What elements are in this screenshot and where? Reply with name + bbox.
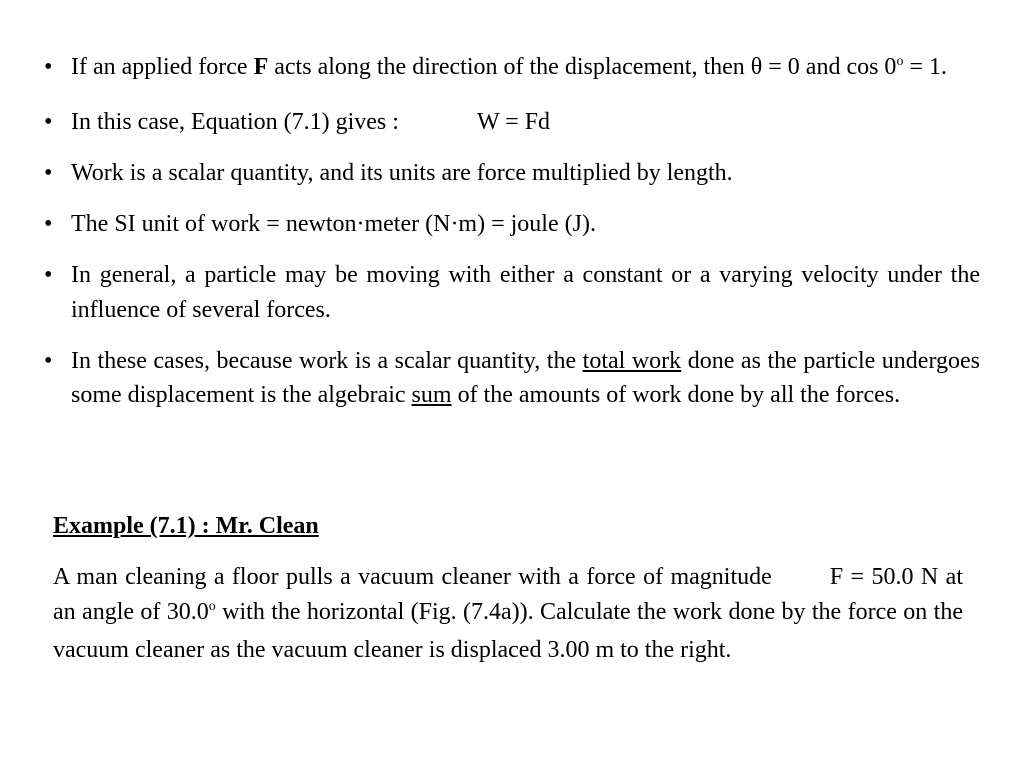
bullet-list	[44, 50, 980, 429]
example-text: with the horizontal (Fig. (7.4a)). Calculate the work done by the force on the vacuum cleaner as the vacuum cleaner is displaced 3.00 m to the right.	[53, 599, 963, 663]
bullet-marker: •	[44, 211, 53, 237]
bullet-text: In this case, Equation (7.1) gives :	[71, 109, 399, 135]
bullet-text: In general, a particle may be moving with either a constant or a varying velocity under the influence of several forces.	[71, 262, 980, 323]
underlined-term: total work	[582, 347, 682, 374]
bullet-item	[44, 156, 980, 191]
bullet-text: done as the particle undergoes some displacement is the algebraic	[71, 347, 981, 408]
bullet-text: If an applied force	[71, 54, 254, 80]
bullet-text: In these cases, because work is a scalar quantity, the	[71, 347, 583, 374]
bullet-text: The SI unit of work = newton·meter (N·m) = joule (J).	[71, 211, 596, 237]
force-symbol: F	[253, 54, 269, 80]
example-title: Example (7.1) : Mr. Clean	[53, 513, 319, 539]
bullet-item	[44, 344, 980, 413]
bullet-item	[44, 50, 980, 89]
bullet-marker: •	[44, 347, 53, 374]
bullet-marker: •	[44, 109, 53, 135]
example-text: F = 50.0 N at an angle of 30.0	[53, 564, 963, 625]
bullet-text: = 1.	[903, 54, 947, 80]
work-equation: W = Fd	[476, 109, 551, 135]
example-text: A man cleaning a floor pulls a vacuum cleaner with a force of magnitude	[53, 564, 772, 590]
degree-superscript: o	[896, 54, 904, 69]
degree-superscript: o	[208, 599, 216, 614]
bullet-item	[44, 258, 980, 327]
example-problem	[53, 560, 963, 668]
bullet-item	[44, 105, 980, 140]
bullet-marker: •	[44, 54, 53, 80]
bullet-item	[44, 207, 980, 242]
bullet-text: of the amounts of work done by all the forces.	[451, 382, 901, 408]
underlined-term: sum	[411, 382, 452, 408]
bullet-marker: •	[44, 262, 53, 288]
bullet-text: Work is a scalar quantity, and its units are force multiplied by length.	[71, 160, 733, 186]
bullet-text: acts along the direction of the displacement, then θ = 0 and cos 0	[268, 54, 897, 80]
bullet-marker: •	[44, 160, 53, 186]
